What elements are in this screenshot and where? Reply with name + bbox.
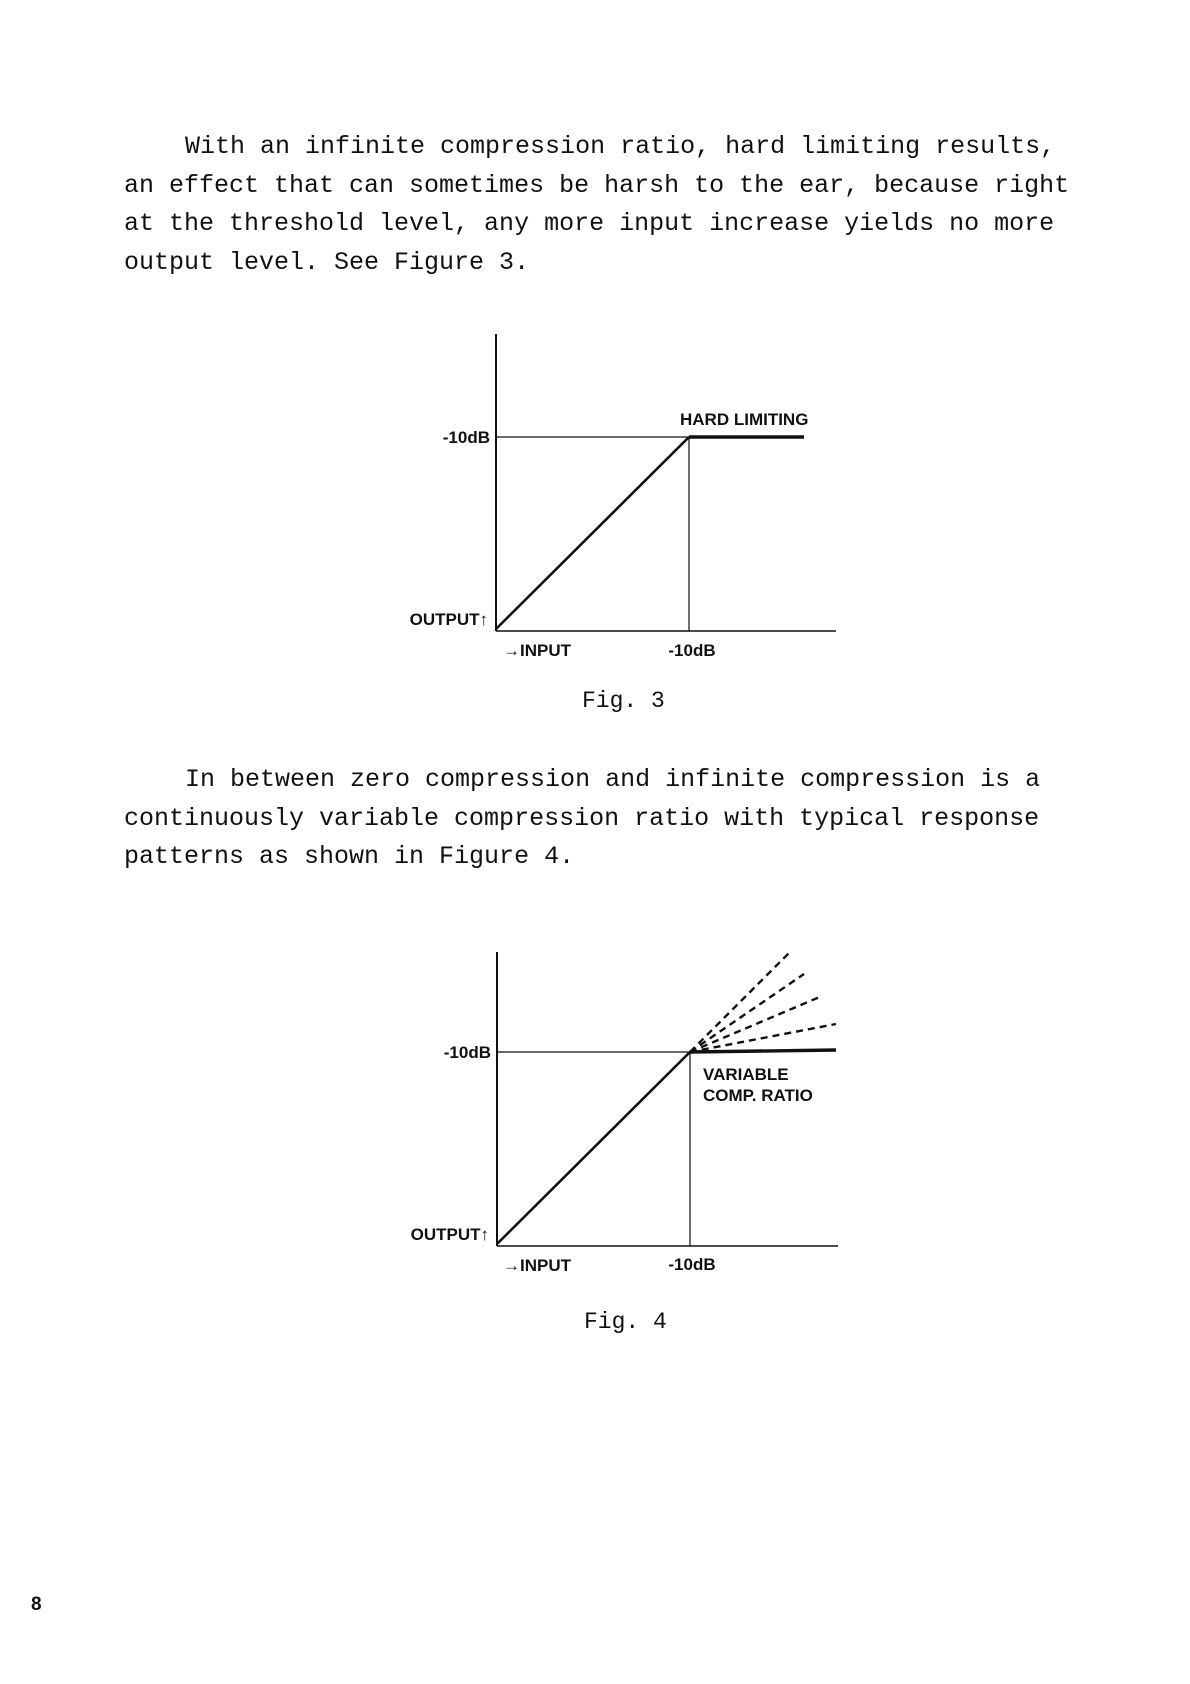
- y-axis-label: OUTPUT↑: [409, 610, 488, 629]
- paragraph-line: With an infinite compression ratio, hard limiting results,: [185, 132, 1056, 161]
- y-tick-label: -10dB: [442, 428, 490, 447]
- figure-4-caption: Fig. 4: [584, 1309, 667, 1335]
- y-tick-label: -10dB: [443, 1043, 491, 1062]
- page-number: 8: [31, 1594, 42, 1615]
- x-axis-label: →INPUT: [503, 641, 571, 660]
- paragraph-line: In between zero compression and infinite compression is a: [185, 765, 1041, 794]
- x-axis-label: →INPUT: [503, 1256, 571, 1275]
- ratio-curve-dashed: [690, 952, 790, 1052]
- ratio-curve-dashed: [690, 996, 822, 1052]
- linear-response-line: [497, 1052, 690, 1244]
- annotation-hard-limiting: HARD LIMITING: [680, 410, 809, 429]
- x-tick-label: -10dB: [668, 641, 716, 660]
- annotation-variable: VARIABLE: [703, 1065, 789, 1084]
- y-axis-label: OUTPUT↑: [410, 1225, 489, 1244]
- annotation-comp-ratio: COMP. RATIO: [703, 1086, 813, 1105]
- ratio-curve-dashed: [690, 974, 804, 1052]
- paragraph-line: output level. See Figure 3.: [124, 247, 530, 277]
- paragraph-line: an effect that can sometimes be harsh to the ear, because right: [124, 170, 1070, 200]
- x-tick-label: -10dB: [668, 1255, 716, 1274]
- figure-3-caption: Fig. 3: [582, 688, 665, 714]
- limit-response-line: [690, 1050, 836, 1052]
- paragraph-line: continuously variable compression ratio with typical response: [124, 803, 1040, 833]
- paragraph-line: at the threshold level, any more input increase yields no more: [124, 209, 1055, 238]
- paragraph-line: patterns as shown in Figure 4.: [124, 842, 575, 871]
